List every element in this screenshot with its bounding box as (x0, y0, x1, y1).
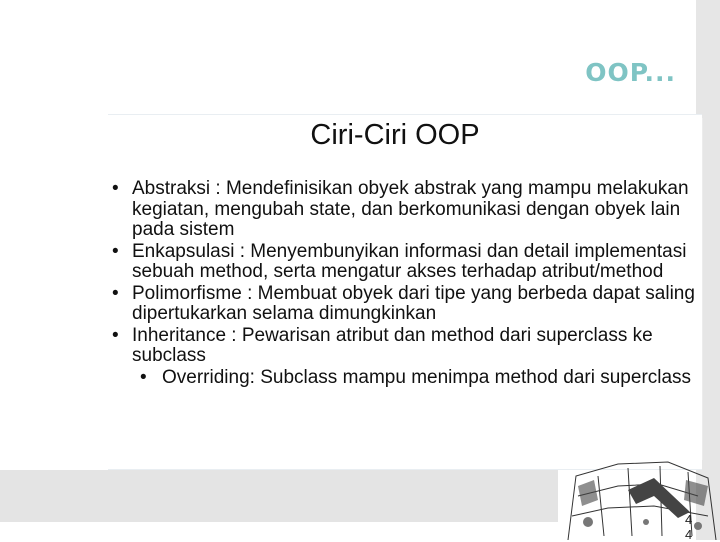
page-title: OOP... (585, 58, 676, 87)
decorative-illustration (558, 456, 720, 540)
bullet-icon: • (112, 178, 119, 199)
bullet-icon: • (112, 282, 119, 304)
page-number-extra: 4 (685, 527, 693, 542)
bullet-item (108, 179, 698, 241)
sub-bullet-item (108, 368, 698, 389)
bullet-icon: • (112, 240, 119, 262)
bullet-item (108, 326, 698, 367)
slide-title: Ciri-Ciri OOP (310, 119, 480, 151)
bullet-icon: • (112, 324, 119, 346)
bullet-text: Abstraksi : Mendefinisikan obyek abstrak yang mampu melakukan kegiatan, mengubah state, dan berkomunikasi dengan obyek lain pada sistem (132, 178, 689, 240)
bullet-text: Polimorfisme : Membuat obyek dari tipe yang berbeda dapat saling dipertukarkan selama dimungkinkan (132, 282, 695, 324)
bullet-list (108, 179, 698, 389)
page-number (685, 512, 692, 542)
bullet-text: Overriding: Subclass mampu menimpa method dari superclass (162, 366, 692, 388)
footer-band (0, 470, 558, 522)
bullet-text: Enkapsulasi : Menyembunyikan informasi dan detail implementasi sebuah method, serta mengatur akses terhadap atribut/method (132, 240, 687, 282)
bullet-icon: • (140, 366, 147, 388)
bullet-text: Inheritance : Pewarisan atribut dan method dari superclass ke subclass (132, 324, 653, 366)
bullet-item (108, 242, 698, 283)
page-number-value: 4 (685, 512, 693, 527)
bullet-item (108, 284, 698, 325)
slide-content (108, 114, 702, 470)
